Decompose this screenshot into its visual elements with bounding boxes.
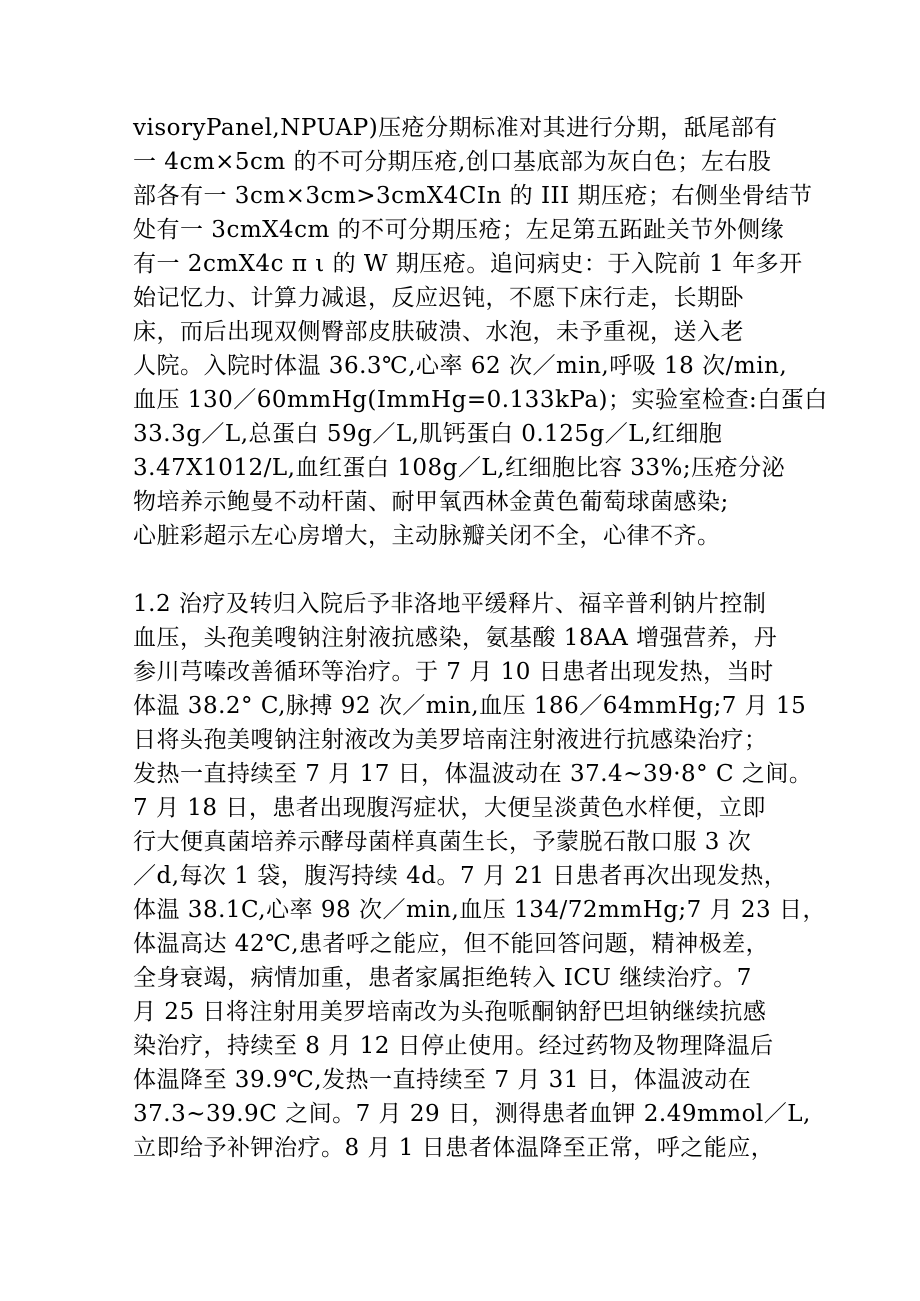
text-line: 发热一直持续至 7 月 17 日，体温波动在 37.4~39·8° C 之间。 [133,761,813,787]
text-line: 染治疗，持续至 8 月 12 日停止使用。经过药物及物理降温后 [133,1033,774,1059]
text-line: 床，而后出现双侧臀部皮肤破溃、水泡，未予重视，送入老 [133,319,744,345]
text-line: 月 25 日将注射用美罗培南改为头孢哌酮钠舒巴坦钠继续抗感 [133,999,767,1025]
text-line: 日将头孢美嗖钠注射液改为美罗培南注射液进行抗感染治疗； [133,727,768,753]
text-line: 3.47X1012/L,血红蛋白 108g／L,红细胞比容 33%;压疮分泌 [133,455,786,481]
text-line: 人院。入院时体温 36.3℃,心率 62 次／min,呼吸 18 次/min, [133,353,788,379]
text-line: 物培养示鲍曼不动杆菌、耐甲氧西林金黄色葡萄球菌感染; [133,489,729,515]
text-line: visoryPanel,NPUAP)压疮分期标准对其进行分期，舐尾部有 [133,115,778,141]
text-line: 有一 2cmX4c π ι 的 W 期压疮。追问病史：于入院前 1 年多开 [133,251,803,277]
text-line: 全身衰竭，病情加重，患者家属拒绝转入 ICU 继续治疗。7 [133,965,752,991]
text-line: 心脏彩超示左心房增大，主动脉瓣关闭不全，心律不齐。 [133,523,721,549]
text-line: ／d,每次 1 袋，腹泻持续 4d。7 月 21 日患者再次出现发热， [133,863,788,889]
text-line: 部各有一 3cm×3cm>3cmX4CIn 的 III 期压疮；右侧坐骨结节 [133,183,813,209]
text-line: 33.3g／L,总蛋白 59g／L,肌钙蛋白 0.125g／L,红细胞 [133,421,723,447]
paragraph-pressure-ulcer-history [133,111,828,553]
text-line: 血压 130／60mmHg(ImmHg=0.133kPa)；实验室检查:白蛋白 [133,387,828,413]
text-line: 始记忆力、计算力减退，反应迟钝，不愿下床行走，长期卧 [133,285,744,311]
text-line: 处有一 3cmX4cm 的不可分期压疮；左足第五跖趾关节外侧缘 [133,217,785,243]
text-line: 血压，头孢美嗖钠注射液抗感染，氨基酸 18AA 增强营养，丹 [133,625,778,651]
text-line: 7 月 18 日，患者出现腹泻症状，大便呈淡黄色水样便，立即 [133,795,766,821]
text-line: 立即给予补钾治疗。8 月 1 日患者体温降至正常，呼之能应， [133,1135,775,1161]
text-line: 1.2 治疗及转归入院后予非洛地平缓释片、福辛普利钠片控制 [133,591,767,617]
text-line: 体温 38.1C,心率 98 次／min,血压 134/72mmHg;7 月 23 日， [133,897,826,923]
paragraph-treatment-outcome [133,587,826,1165]
text-line: 体温高达 42℃,患者呼之能应，但不能回答问题，精神极差， [133,931,770,957]
text-line: 参川芎嗪改善循环等治疗。于 7 月 10 日患者出现发热，当时 [133,659,774,685]
text-line: 37.3~39.9C 之间。7 月 29 日，测得患者血钾 2.49mmol／L, [133,1101,811,1127]
text-line: 体温降至 39.9℃,发热一直持续至 7 月 31 日，体温波动在 [133,1067,752,1093]
text-line: 一 4cm×5cm 的不可分期压疮,创口基底部为灰白色；左右股 [133,149,772,175]
text-line: 行大便真菌培养示酵母菌样真菌生长，予蒙脱石散口服 3 次 [133,829,752,855]
text-line: 体温 38.2° C,脉搏 92 次／min,血压 186／64mmHg;7 月 15 [133,693,807,719]
